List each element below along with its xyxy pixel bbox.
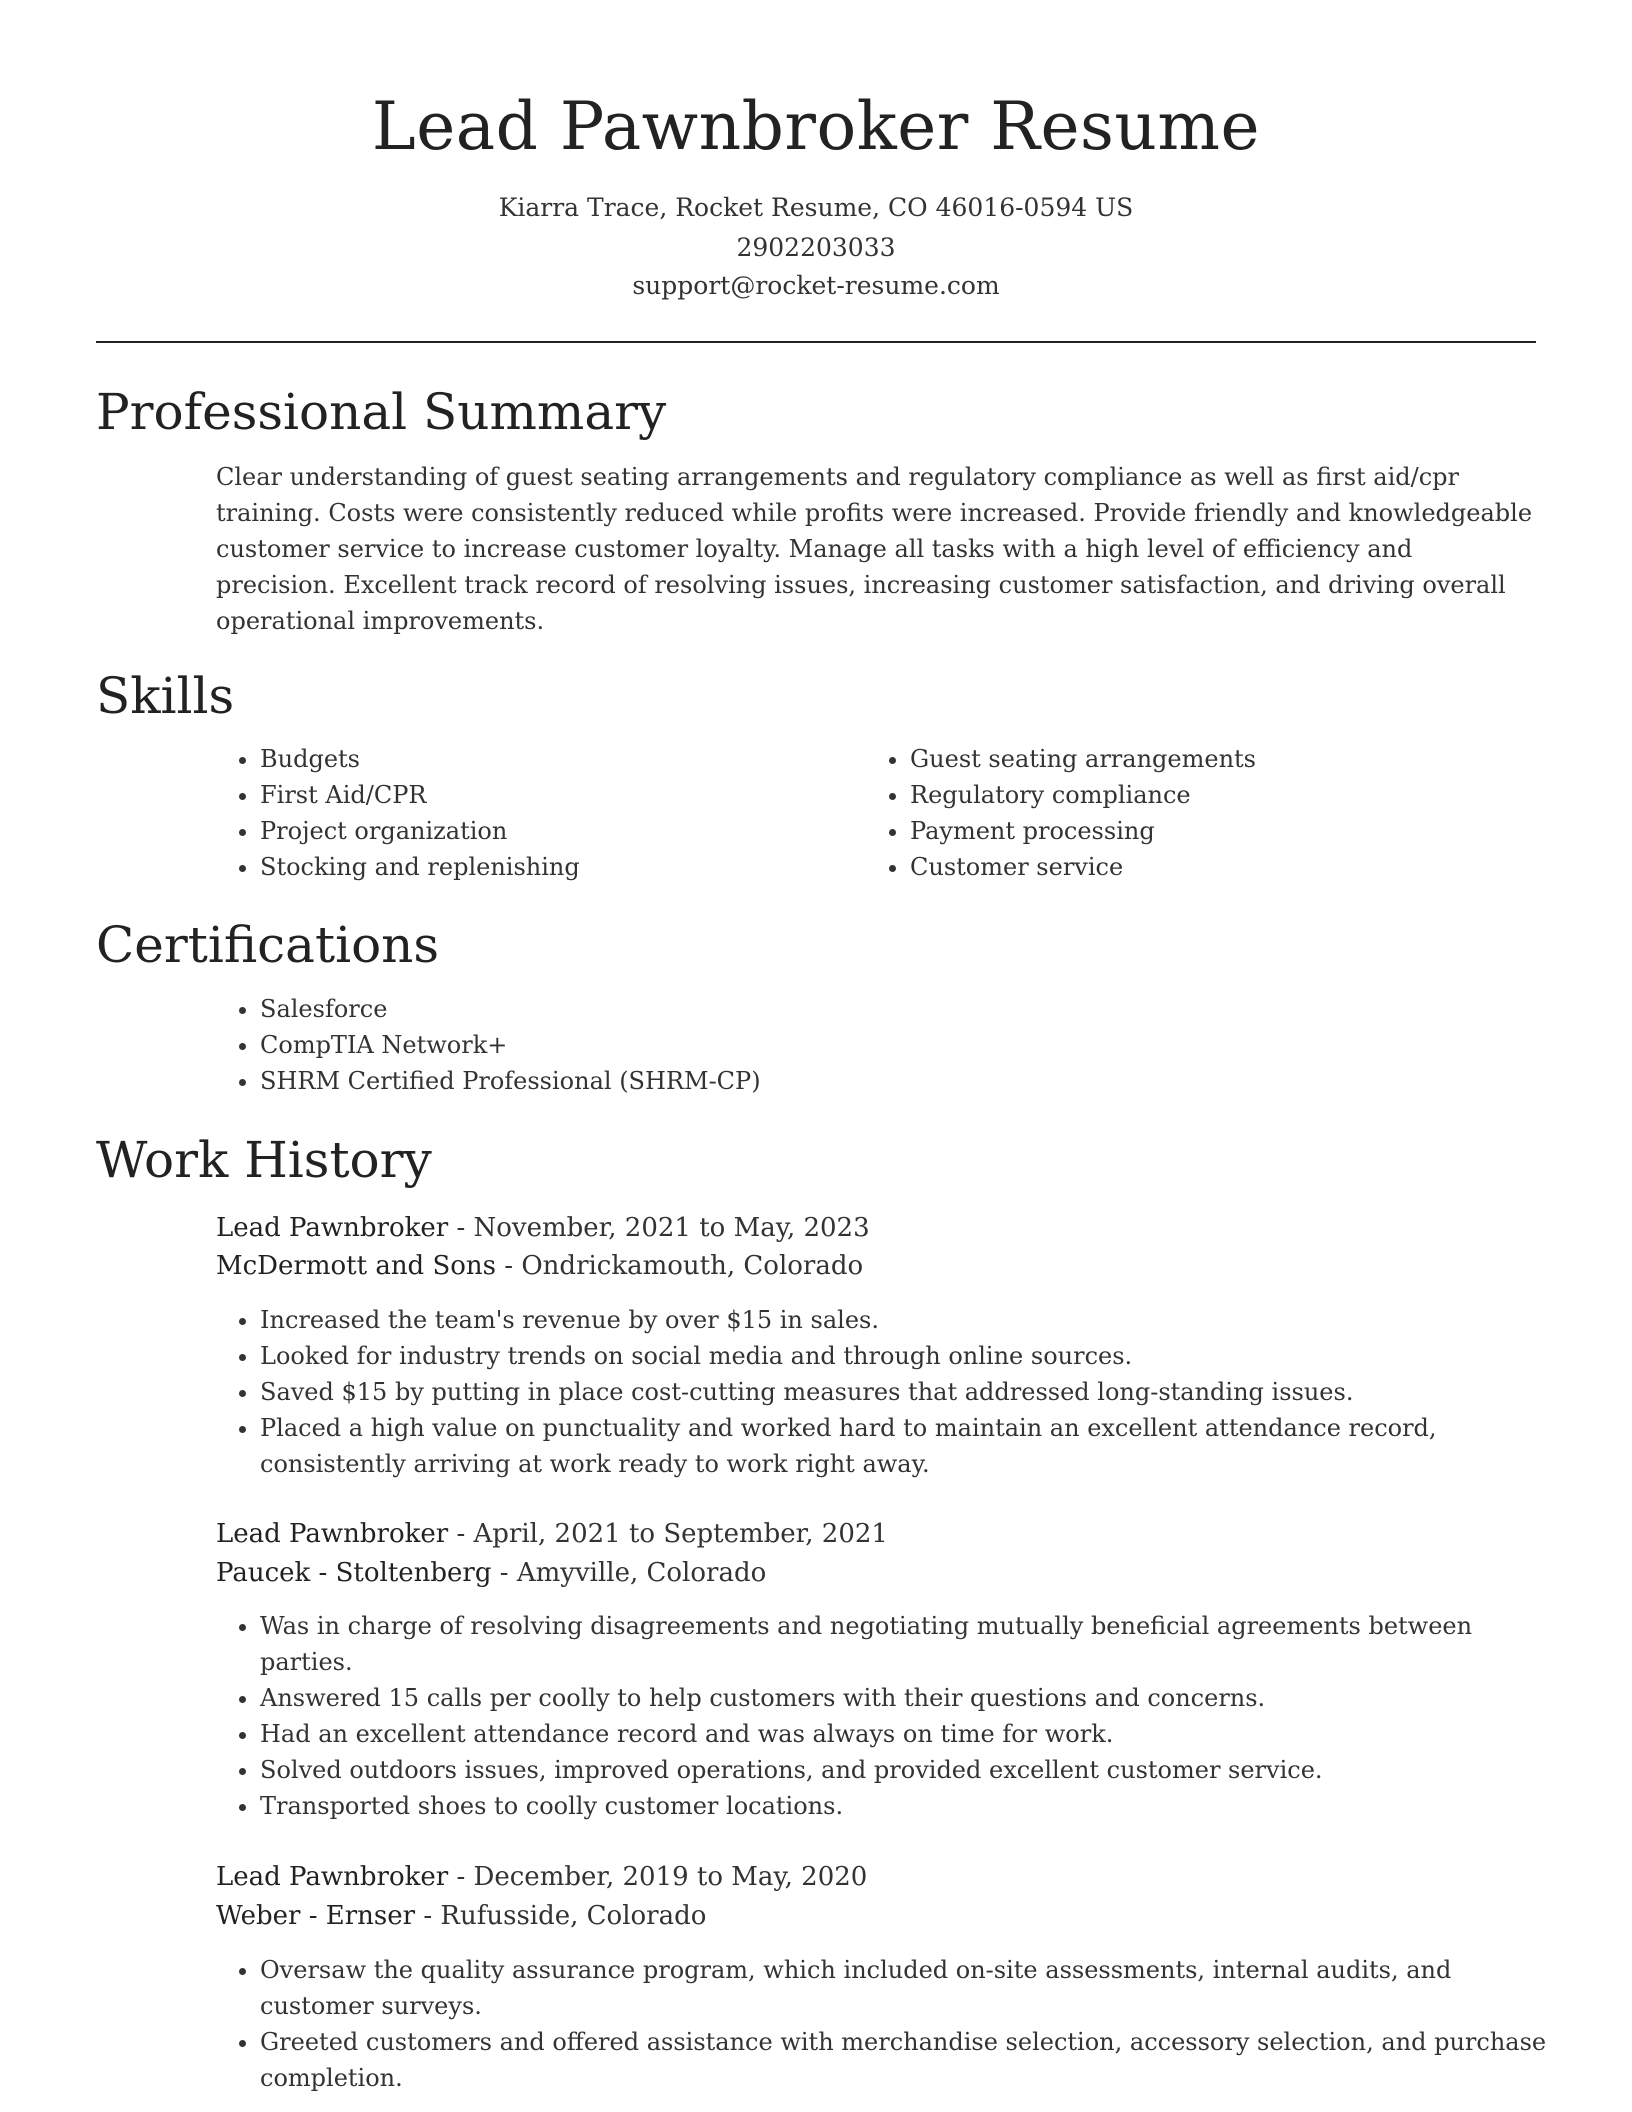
job-title: Lead Pawnbroker: [216, 1213, 449, 1243]
job-bullet: • Was in charge of resolving disagreements and negotiating mutually beneficial agreements between parties.: [260, 1608, 1550, 1680]
job-company: Paucek - Stoltenberg: [216, 1558, 492, 1588]
contact-email: support@rocket-resume.com: [632, 271, 1000, 300]
skills-heading: Skills: [96, 667, 235, 725]
job-company: McDermott and Sons: [216, 1251, 497, 1281]
job-bullet: • Saved $15 by putting in place cost-cutting measures that addressed long-standing issues.: [260, 1374, 1550, 1410]
job-dates: November, 2021 to May, 2023: [473, 1213, 870, 1243]
job-bullet: • Increased the team's revenue by over $15 in sales.: [260, 1302, 1550, 1338]
job-bullets: [216, 1952, 1550, 2096]
job-company-line: Paucek - Stoltenberg - Amyville, Colorado: [216, 1558, 767, 1588]
skill-item: • Stocking and replenishing: [260, 849, 820, 885]
job-title-line: Lead Pawnbroker - April, 2021 to September, 2021: [216, 1519, 888, 1549]
job-bullet: • Placed a high value on punctuality and worked hard to maintain an excellent attendance record, consistently arriving at work ready to work right away.: [260, 1410, 1550, 1482]
certification-item: • CompTIA Network+: [260, 1027, 1580, 1063]
job-company: Weber - Ernser: [216, 1901, 416, 1931]
certifications-list: [216, 991, 1580, 1099]
job-bullet: • Answered 15 calls per coolly to help customers with their questions and concerns.: [260, 1680, 1550, 1716]
job-title-line: Lead Pawnbroker - November, 2021 to May, 2023: [216, 1213, 870, 1243]
job-location: Amyville, Colorado: [516, 1558, 767, 1588]
skills-list-right: [866, 741, 1550, 885]
summary-text: Clear understanding of guest seating arrangements and regulatory compliance as well as first aid/cpr training. Costs were consistently reduced while profits were increased. Provide friendly and knowledgeable customer service to increase customer loyalty. Manage all tasks with a high level of efficiency and precision. Excellent track record of resolving issues, increasing customer satisfaction, and driving overall operational improvements.: [216, 463, 1533, 635]
job-company-line: Weber - Ernser - Rufusside, Colorado: [216, 1901, 707, 1931]
skill-item: • Regulatory compliance: [910, 777, 1550, 813]
resume-title: Lead Pawnbroker Resume: [371, 88, 1261, 165]
skill-item: • Guest seating arrangements: [910, 741, 1550, 777]
skill-item: • First Aid/CPR: [260, 777, 820, 813]
job-title-line: Lead Pawnbroker - December, 2019 to May, 2020: [216, 1862, 868, 1892]
job-title: Lead Pawnbroker: [216, 1519, 449, 1549]
job-location: Ondrickamouth, Colorado: [521, 1251, 864, 1281]
job-bullet: • Transported shoes to coolly customer locations.: [260, 1788, 1550, 1824]
job-bullet: • Solved outdoors issues, improved operations, and provided excellent customer service.: [260, 1752, 1550, 1788]
skill-item: • Payment processing: [910, 813, 1550, 849]
certification-item: • Salesforce: [260, 991, 1580, 1027]
job-bullets: [216, 1302, 1550, 1482]
job-bullet: • Had an excellent attendance record and was always on time for work.: [260, 1716, 1550, 1752]
skill-item: • Budgets: [260, 741, 820, 777]
job-bullet: • Greeted customers and offered assistance with merchandise selection, accessory selection, and purchase completion.: [260, 2024, 1550, 2096]
contact-address: Kiarra Trace, Rocket Resume, CO 46016-0594 US: [498, 193, 1134, 222]
skill-item: • Customer service: [910, 849, 1550, 885]
header-divider: [96, 341, 1536, 343]
certification-item: • SHRM Certified Professional (SHRM-CP): [260, 1063, 1580, 1099]
contact-phone: 2902203033: [736, 233, 896, 262]
job-title: Lead Pawnbroker: [216, 1862, 449, 1892]
job-dates: April, 2021 to September, 2021: [473, 1519, 888, 1549]
summary-heading: Professional Summary: [96, 383, 667, 441]
skill-item: • Project organization: [260, 813, 820, 849]
job-dates: December, 2019 to May, 2020: [473, 1862, 868, 1892]
work-history-heading: Work History: [96, 1131, 432, 1189]
job-location: Rufusside, Colorado: [440, 1901, 707, 1931]
job-bullet: • Oversaw the quality assurance program, which included on-site assessments, internal audits, and customer surveys.: [260, 1952, 1550, 2024]
skills-list-left: [216, 741, 820, 885]
job-bullets: [216, 1608, 1550, 1824]
job-company-line: McDermott and Sons - Ondrickamouth, Colorado: [216, 1251, 864, 1281]
job-bullet: • Looked for industry trends on social media and through online sources.: [260, 1338, 1550, 1374]
certifications-heading: Certifications: [96, 916, 440, 974]
